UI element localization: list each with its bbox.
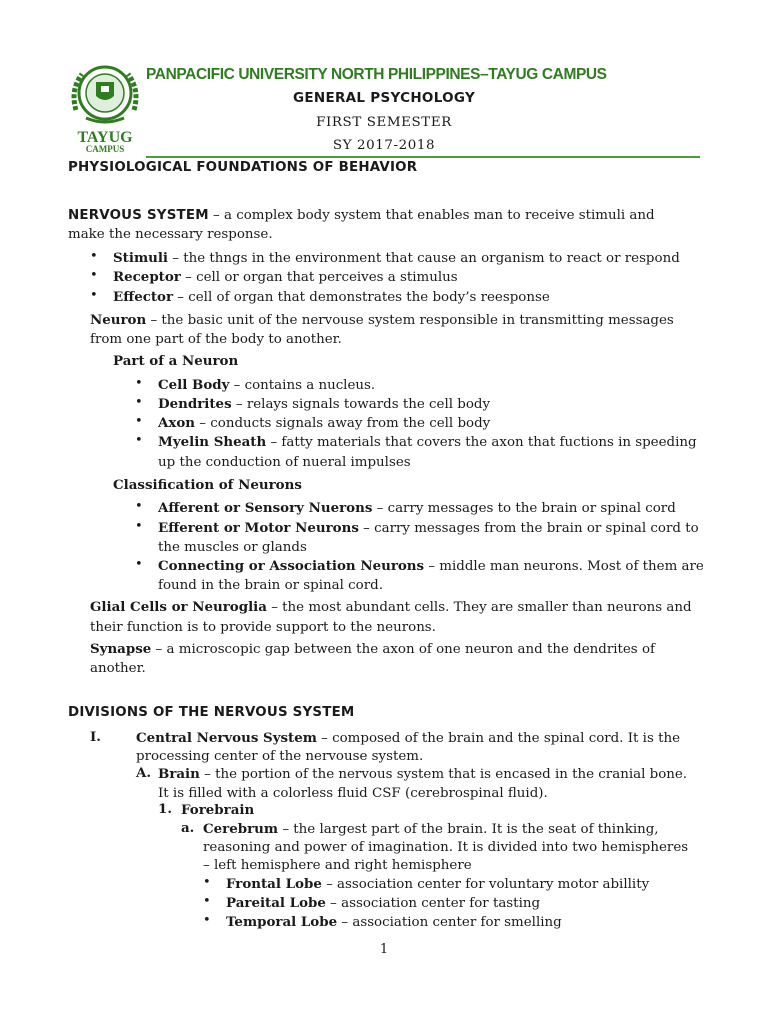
bullet-icon: • bbox=[135, 395, 143, 410]
list-item bbox=[158, 519, 699, 538]
definition-continuation: from one part of the body to another. bbox=[90, 332, 342, 347]
list-item bbox=[158, 557, 704, 576]
bullet-icon: • bbox=[135, 557, 143, 572]
definition-text: – a complex body system that enables man to receive stimuli and bbox=[208, 208, 655, 223]
header-divider bbox=[146, 156, 700, 158]
definition-text: – association center for smelling bbox=[337, 915, 562, 930]
subheading-text: Part of a Neuron bbox=[113, 353, 239, 369]
definition-text: – association center for voluntary motor abillity bbox=[321, 877, 650, 892]
term: Stimuli bbox=[113, 250, 169, 266]
definition-continuation: their function is to provide support to the neurons. bbox=[90, 620, 436, 635]
list-item bbox=[226, 894, 540, 913]
semester-label: FIRST SEMESTER bbox=[316, 115, 452, 130]
bullet-icon: • bbox=[90, 249, 98, 264]
page-number: 1 bbox=[379, 942, 389, 957]
brain-definition bbox=[158, 765, 687, 784]
list-item bbox=[113, 268, 458, 287]
school-year-label: SY 2017-2018 bbox=[332, 138, 436, 153]
definition-text: – the portion of the nervous system that is encased in the cranial bone. bbox=[199, 767, 688, 782]
definition-text: – carry messages to the brain or spinal cord bbox=[372, 501, 676, 516]
subheading-text: Classification of Neurons bbox=[113, 477, 302, 493]
term: Cell Body bbox=[158, 377, 230, 393]
definition-text: – conducts signals away from the cell body bbox=[195, 416, 491, 431]
term: Neuron bbox=[90, 312, 147, 328]
term: Effector bbox=[113, 289, 174, 305]
definition-continuation: up the conduction of nueral impulses bbox=[158, 455, 411, 470]
synapse-definition bbox=[90, 640, 655, 659]
nervous-system-definition bbox=[68, 206, 655, 225]
definition-text: – middle man neurons. Most of them are bbox=[424, 559, 704, 574]
definition-text: – cell or organ that perceives a stimulus bbox=[180, 270, 458, 285]
term: Pareital Lobe bbox=[226, 895, 326, 911]
term: Myelin Sheath bbox=[158, 434, 267, 450]
definition-text: – the most abundant cells. They are smaller than neurons and bbox=[266, 600, 692, 615]
definition-text: – fatty materials that covers the axon that fuctions in speeding bbox=[266, 435, 697, 450]
letter-marker: A. bbox=[136, 765, 152, 781]
list-item bbox=[158, 395, 490, 414]
course-title: GENERAL PSYCHOLOGY bbox=[292, 90, 476, 106]
definition-continuation: the muscles or glands bbox=[158, 540, 307, 555]
term: Frontal Lobe bbox=[226, 876, 322, 892]
definition-text: – carry messages from the brain or spinal cord to bbox=[358, 521, 699, 536]
bullet-icon: • bbox=[90, 268, 98, 283]
glial-definition bbox=[90, 598, 692, 617]
term: Receptor bbox=[113, 269, 181, 285]
divisions-title: DIVISIONS OF THE NERVOUS SYSTEM bbox=[68, 705, 355, 720]
bullet-icon: • bbox=[135, 519, 143, 534]
cns-definition bbox=[136, 729, 680, 748]
term: Connecting or Association Neurons bbox=[158, 558, 425, 574]
bullet-icon: • bbox=[203, 913, 211, 928]
subheading bbox=[113, 476, 302, 495]
definition-continuation: reasoning and power of imagination. It is divided into two hemispheres bbox=[203, 840, 689, 855]
term: Central Nervous System bbox=[136, 730, 317, 746]
term: Temporal Lobe bbox=[226, 914, 338, 930]
list-item bbox=[113, 249, 680, 268]
definition-continuation: found in the brain or spinal cord. bbox=[158, 578, 383, 593]
definition-text: – cell of organ that demonstrates the body’s reesponse bbox=[173, 290, 550, 305]
definition-continuation: another. bbox=[90, 661, 146, 676]
number-marker: 1. bbox=[158, 801, 172, 817]
bullet-icon: • bbox=[203, 875, 211, 890]
university-name: PANPACIFIC UNIVERSITY NORTH PHILIPPINES–TAYUG CAMPUS bbox=[146, 66, 607, 83]
definition-continuation: make the necessary response. bbox=[68, 227, 273, 242]
nervous-system-term: NERVOUS SYSTEM bbox=[68, 208, 209, 223]
cerebrum-definition bbox=[203, 820, 659, 839]
term: Axon bbox=[158, 415, 196, 431]
term: Brain bbox=[158, 766, 200, 782]
definition-text: – the largest part of the brain. It is the seat of thinking, bbox=[278, 822, 659, 837]
bullet-icon: • bbox=[135, 414, 143, 429]
list-item bbox=[226, 913, 562, 932]
bullet-icon: • bbox=[90, 288, 98, 303]
bullet-icon: • bbox=[135, 376, 143, 391]
term: Forebrain bbox=[181, 802, 255, 818]
definition-text: – relays signals towards the cell body bbox=[231, 397, 491, 412]
term: Dendrites bbox=[158, 396, 232, 412]
list-item bbox=[226, 875, 649, 894]
bullet-icon: • bbox=[203, 894, 211, 909]
bullet-icon: • bbox=[135, 499, 143, 514]
definition-text: – contains a nucleus. bbox=[229, 378, 376, 393]
definition-text: – a microscopic gap between the axon of one neuron and the dendrites of bbox=[151, 642, 655, 657]
logo-text-bottom: CAMPUS bbox=[85, 144, 125, 154]
subheading bbox=[113, 352, 238, 371]
definition-continuation: processing center of the nervouse system. bbox=[136, 749, 424, 764]
definition-text: – association center for tasting bbox=[325, 896, 541, 911]
logo-text-top: TAYUG bbox=[77, 129, 133, 146]
letter-marker: a. bbox=[181, 820, 195, 836]
definition-text: – the thngs in the environment that cause an organism to react or respond bbox=[168, 251, 680, 266]
list-item bbox=[158, 433, 697, 452]
term: Synapse bbox=[90, 641, 152, 657]
list-item bbox=[158, 499, 676, 518]
bullet-icon: • bbox=[135, 433, 143, 448]
list-item bbox=[113, 288, 550, 307]
roman-numeral: I. bbox=[90, 729, 101, 745]
forebrain-heading bbox=[181, 801, 254, 820]
list-item bbox=[158, 414, 490, 433]
neuron-definition bbox=[90, 311, 674, 330]
section-title: PHYSIOLOGICAL FOUNDATIONS OF BEHAVIOR bbox=[68, 160, 418, 175]
term: Efferent or Motor Neurons bbox=[158, 520, 359, 536]
term: Afferent or Sensory Nuerons bbox=[158, 500, 373, 516]
term: Cerebrum bbox=[203, 821, 279, 837]
term: Glial Cells or Neuroglia bbox=[90, 599, 267, 615]
definition-text: – composed of the brain and the spinal cord. It is the bbox=[316, 731, 681, 746]
definition-continuation: It is filled with a colorless fluid CSF (cerebrospinal fluid). bbox=[158, 786, 548, 801]
definition-continuation: – left hemisphere and right hemisphere bbox=[203, 858, 472, 873]
list-item bbox=[158, 376, 375, 395]
definition-text: – the basic unit of the nervouse system responsible in transmitting messages bbox=[146, 313, 674, 328]
